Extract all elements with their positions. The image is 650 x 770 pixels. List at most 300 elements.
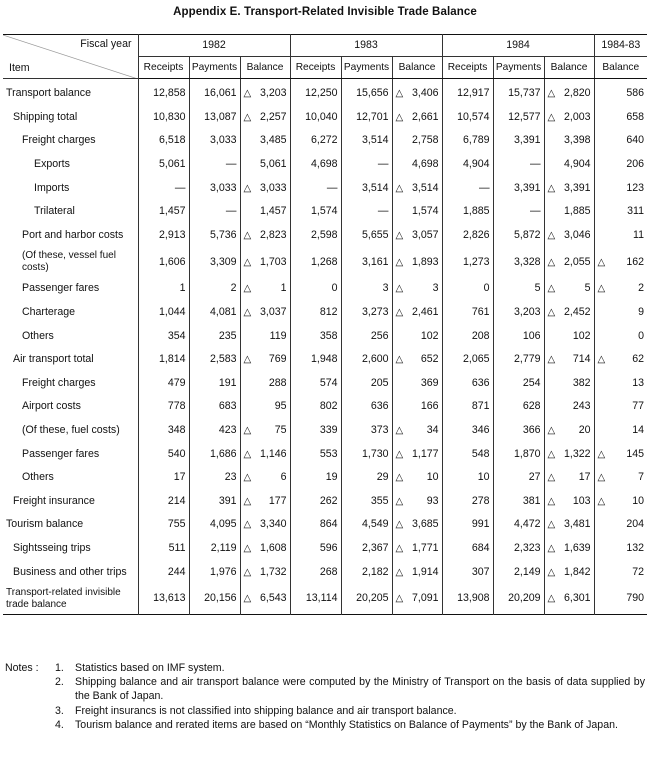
- delta-symbol: △: [395, 88, 404, 100]
- delta-symbol: △: [547, 182, 556, 194]
- value-cell: 102: [392, 324, 442, 348]
- value-number: 62: [632, 353, 645, 366]
- value-cell: 206: [594, 153, 647, 177]
- value-cell: 355: [341, 490, 392, 514]
- value-cell: 812: [290, 301, 341, 325]
- value-cell: 2,119: [189, 537, 240, 561]
- value-cell: 123: [594, 176, 647, 200]
- note-item: [55, 661, 645, 675]
- delta-symbol: △: [243, 593, 252, 605]
- value-number: 769: [268, 353, 287, 366]
- value-cell: 1,870: [493, 442, 544, 466]
- value-cell: [594, 277, 647, 301]
- value-number: 2,661: [412, 110, 439, 123]
- value-cell: 1,457: [240, 200, 290, 224]
- value-cell: 354: [138, 324, 189, 348]
- row-item-label: Shipping total: [13, 110, 78, 123]
- value-number: 652: [420, 353, 439, 366]
- table-row: [3, 176, 647, 200]
- value-cell: [594, 442, 647, 466]
- value-number: 3,057: [412, 228, 439, 241]
- value-cell: 3,391: [493, 129, 544, 153]
- value-number: 1,322: [564, 447, 591, 460]
- value-number: 3,514: [412, 181, 439, 194]
- value-cell: [544, 301, 594, 325]
- row-item-label: Exports: [34, 158, 70, 171]
- delta-symbol: △: [395, 448, 404, 460]
- value-cell: 4,904: [544, 153, 594, 177]
- delta-symbol: △: [547, 88, 556, 100]
- value-cell: [594, 247, 647, 277]
- table-row: [3, 129, 647, 153]
- value-number: 20: [578, 424, 591, 437]
- value-number: 3,481: [564, 518, 591, 531]
- value-number: 5: [584, 282, 591, 295]
- value-cell: 23: [189, 466, 240, 490]
- value-cell: 6,272: [290, 129, 341, 153]
- value-number: 2,820: [564, 87, 591, 100]
- note-number: 3.: [55, 704, 64, 717]
- year-header-change: 1984-83: [594, 35, 647, 57]
- value-cell: 553: [290, 442, 341, 466]
- year-header-1983: 1983: [290, 35, 442, 57]
- value-number: 1,639: [564, 541, 591, 554]
- delta-symbol: △: [395, 542, 404, 554]
- value-cell: 256: [341, 324, 392, 348]
- value-cell: 13: [594, 372, 647, 396]
- value-number: 3,685: [412, 518, 439, 531]
- row-item-label: Others: [22, 471, 54, 484]
- table-row: [3, 560, 647, 584]
- value-cell: 864: [290, 513, 341, 537]
- row-item-label: Freight charges: [22, 376, 96, 389]
- value-cell: [544, 277, 594, 301]
- value-cell: [544, 560, 594, 584]
- row-item-label: Air transport total: [13, 353, 94, 366]
- receipts-header: Receipts: [138, 57, 189, 79]
- value-cell: [240, 176, 290, 200]
- value-cell: [594, 490, 647, 514]
- row-item-label: Passenger fares: [22, 282, 100, 295]
- table-row: [3, 537, 647, 561]
- value-number: 162: [626, 255, 645, 268]
- delta-symbol: △: [597, 448, 606, 460]
- delta-symbol: △: [547, 307, 556, 319]
- table-row: [3, 372, 647, 396]
- value-cell: 5,655: [341, 224, 392, 248]
- delta-symbol: △: [547, 519, 556, 531]
- delta-symbol: △: [597, 472, 606, 484]
- value-cell: 307: [442, 560, 493, 584]
- value-cell: 119: [240, 324, 290, 348]
- delta-symbol: △: [243, 542, 252, 554]
- value-number: 75: [274, 424, 287, 437]
- delta-symbol: △: [243, 229, 252, 241]
- value-cell: [392, 106, 442, 130]
- value-cell: 16,061: [189, 79, 240, 106]
- value-cell: 3,273: [341, 301, 392, 325]
- value-cell: 0: [442, 277, 493, 301]
- value-cell: 548: [442, 442, 493, 466]
- delta-symbol: △: [597, 495, 606, 507]
- value-cell: 10,830: [138, 106, 189, 130]
- delta-symbol: △: [243, 472, 252, 484]
- value-cell: 20,209: [493, 584, 544, 615]
- value-cell: 3,033: [189, 176, 240, 200]
- value-number: 2,452: [564, 306, 591, 319]
- value-number: 1,732: [260, 565, 287, 578]
- table-row: [3, 247, 647, 277]
- year-header-1982: 1982: [138, 35, 290, 57]
- delta-symbol: △: [395, 229, 404, 241]
- table-row: [3, 153, 647, 177]
- delta-symbol: △: [243, 566, 252, 578]
- value-cell: 1,976: [189, 560, 240, 584]
- value-cell: [544, 79, 594, 106]
- value-cell: 11: [594, 224, 647, 248]
- value-cell: 5: [493, 277, 544, 301]
- value-cell: 658: [594, 106, 647, 130]
- value-cell: 235: [189, 324, 240, 348]
- value-cell: 636: [341, 395, 392, 419]
- value-cell: 29: [341, 466, 392, 490]
- value-cell: [544, 419, 594, 443]
- table-row: [3, 79, 647, 106]
- value-cell: 4,081: [189, 301, 240, 325]
- balance-header: Balance: [392, 57, 442, 79]
- value-cell: 6,789: [442, 129, 493, 153]
- value-cell: [392, 442, 442, 466]
- value-cell: 1,885: [544, 200, 594, 224]
- delta-symbol: △: [243, 425, 252, 437]
- value-cell: 5,872: [493, 224, 544, 248]
- value-cell: 12,250: [290, 79, 341, 106]
- value-cell: 19: [290, 466, 341, 490]
- value-number: 6: [280, 471, 287, 484]
- note-item: [55, 718, 645, 732]
- value-cell: 778: [138, 395, 189, 419]
- value-cell: 755: [138, 513, 189, 537]
- value-cell: 1,574: [392, 200, 442, 224]
- delta-symbol: △: [243, 88, 252, 100]
- value-cell: [594, 466, 647, 490]
- value-cell: 288: [240, 372, 290, 396]
- value-cell: 12,917: [442, 79, 493, 106]
- table-row: [3, 419, 647, 443]
- table-row: [3, 324, 647, 348]
- value-cell: 348: [138, 419, 189, 443]
- value-cell: 14: [594, 419, 647, 443]
- value-number: 3,391: [564, 181, 591, 194]
- row-item-label: Port and harbor costs: [22, 228, 124, 241]
- note-number: 2.: [55, 676, 64, 689]
- value-cell: [544, 348, 594, 372]
- value-cell: 0: [594, 324, 647, 348]
- trade-balance-table: [3, 34, 647, 615]
- value-cell: 214: [138, 490, 189, 514]
- value-cell: —: [493, 153, 544, 177]
- value-cell: 2,323: [493, 537, 544, 561]
- value-number: 2: [638, 282, 645, 295]
- delta-symbol: △: [547, 495, 556, 507]
- value-cell: —: [189, 153, 240, 177]
- value-cell: [240, 513, 290, 537]
- value-cell: 3,514: [341, 176, 392, 200]
- value-cell: [240, 490, 290, 514]
- value-cell: 5,061: [240, 153, 290, 177]
- value-cell: [544, 247, 594, 277]
- value-cell: [392, 537, 442, 561]
- row-item-label: Others: [22, 329, 54, 342]
- value-cell: 373: [341, 419, 392, 443]
- value-cell: 204: [594, 513, 647, 537]
- delta-symbol: △: [395, 354, 404, 366]
- delta-symbol: △: [547, 256, 556, 268]
- year-header-1984: 1984: [442, 35, 594, 57]
- delta-symbol: △: [243, 519, 252, 531]
- value-cell: 423: [189, 419, 240, 443]
- value-number: 34: [426, 424, 439, 437]
- note-text: Freight insurancs is not classified into shipping balance and air transport balance.: [75, 704, 457, 717]
- value-cell: [240, 537, 290, 561]
- notes-label: Notes :: [5, 662, 39, 674]
- payments-header: Payments: [341, 57, 392, 79]
- value-cell: 2,598: [290, 224, 341, 248]
- payments-header: Payments: [189, 57, 240, 79]
- value-cell: 761: [442, 301, 493, 325]
- value-number: 7: [638, 471, 645, 484]
- delta-symbol: △: [243, 307, 252, 319]
- value-cell: 15,656: [341, 79, 392, 106]
- delta-symbol: △: [597, 256, 606, 268]
- value-cell: 10: [442, 466, 493, 490]
- notes-list: [55, 661, 645, 732]
- value-cell: [544, 537, 594, 561]
- value-cell: [240, 466, 290, 490]
- value-cell: 3,391: [493, 176, 544, 200]
- row-item-label: Charterage: [22, 306, 75, 319]
- value-number: 177: [268, 494, 287, 507]
- value-cell: 4,904: [442, 153, 493, 177]
- value-cell: 1,268: [290, 247, 341, 277]
- delta-symbol: △: [395, 425, 404, 437]
- value-cell: 311: [594, 200, 647, 224]
- value-cell: 95: [240, 395, 290, 419]
- value-number: 17: [578, 471, 591, 484]
- value-cell: 628: [493, 395, 544, 419]
- value-cell: 2,779: [493, 348, 544, 372]
- value-cell: 479: [138, 372, 189, 396]
- value-cell: 586: [594, 79, 647, 106]
- row-item-label: Airport costs: [22, 400, 81, 413]
- header-corner: [3, 35, 138, 79]
- value-number: 103: [572, 494, 591, 507]
- value-cell: 10,574: [442, 106, 493, 130]
- value-cell: [240, 277, 290, 301]
- value-cell: [544, 466, 594, 490]
- value-cell: [392, 466, 442, 490]
- value-cell: 2: [189, 277, 240, 301]
- value-number: 145: [626, 447, 645, 460]
- value-cell: 2,826: [442, 224, 493, 248]
- value-cell: [240, 301, 290, 325]
- table-row: [3, 348, 647, 372]
- value-number: 3,037: [260, 306, 287, 319]
- value-cell: 3,309: [189, 247, 240, 277]
- delta-symbol: △: [243, 256, 252, 268]
- value-cell: 4,698: [290, 153, 341, 177]
- value-cell: 2,583: [189, 348, 240, 372]
- delta-symbol: △: [395, 307, 404, 319]
- value-number: 1,608: [260, 541, 287, 554]
- value-number: 2,257: [260, 110, 287, 123]
- value-cell: 1,457: [138, 200, 189, 224]
- delta-symbol: △: [243, 111, 252, 123]
- value-number: 2,055: [564, 255, 591, 268]
- value-cell: [392, 419, 442, 443]
- balance-header: Balance: [240, 57, 290, 79]
- value-number: 1,177: [412, 447, 439, 460]
- value-cell: 3: [341, 277, 392, 301]
- value-number: 6,301: [564, 592, 591, 605]
- value-number: 10: [426, 471, 439, 484]
- receipts-header: Receipts: [290, 57, 341, 79]
- row-item-label: Sightsseing trips: [13, 541, 91, 554]
- table-row: [3, 200, 647, 224]
- table-row: [3, 513, 647, 537]
- delta-symbol: △: [395, 472, 404, 484]
- table-row: [3, 301, 647, 325]
- value-cell: 13,613: [138, 584, 189, 615]
- value-cell: 166: [392, 395, 442, 419]
- row-item-label: Imports: [34, 181, 70, 194]
- value-cell: [392, 247, 442, 277]
- value-cell: 191: [189, 372, 240, 396]
- note-number: 1.: [55, 662, 64, 674]
- value-cell: 12,577: [493, 106, 544, 130]
- value-cell: 574: [290, 372, 341, 396]
- value-cell: 4,095: [189, 513, 240, 537]
- value-cell: [392, 348, 442, 372]
- value-cell: 4,472: [493, 513, 544, 537]
- delta-symbol: △: [547, 229, 556, 241]
- payments-header: Payments: [493, 57, 544, 79]
- delta-symbol: △: [395, 111, 404, 123]
- value-cell: 1,606: [138, 247, 189, 277]
- value-cell: [392, 301, 442, 325]
- table-row: [3, 490, 647, 514]
- value-cell: 13,087: [189, 106, 240, 130]
- value-cell: [392, 584, 442, 615]
- value-cell: 802: [290, 395, 341, 419]
- value-cell: [544, 490, 594, 514]
- value-cell: —: [189, 200, 240, 224]
- row-item-label: Business and other trips: [13, 565, 127, 578]
- note-item: [55, 704, 645, 718]
- value-cell: 2,913: [138, 224, 189, 248]
- table-row: [3, 466, 647, 490]
- value-cell: 268: [290, 560, 341, 584]
- value-cell: —: [138, 176, 189, 200]
- value-cell: 1,686: [189, 442, 240, 466]
- value-cell: 991: [442, 513, 493, 537]
- value-cell: 0: [290, 277, 341, 301]
- delta-symbol: △: [395, 519, 404, 531]
- value-cell: [392, 224, 442, 248]
- value-cell: 27: [493, 466, 544, 490]
- value-cell: 20,156: [189, 584, 240, 615]
- value-cell: 636: [442, 372, 493, 396]
- delta-symbol: △: [395, 566, 404, 578]
- note-item: [55, 675, 645, 703]
- value-cell: 5,061: [138, 153, 189, 177]
- value-cell: 4,698: [392, 153, 442, 177]
- value-cell: [544, 442, 594, 466]
- value-cell: 511: [138, 537, 189, 561]
- value-cell: 391: [189, 490, 240, 514]
- value-cell: 3,514: [341, 129, 392, 153]
- value-cell: 3,485: [240, 129, 290, 153]
- value-cell: 12,858: [138, 79, 189, 106]
- value-cell: 1,044: [138, 301, 189, 325]
- value-cell: [544, 584, 594, 615]
- row-item-label: (Of these, vessel fuel costs): [22, 250, 116, 274]
- delta-symbol: △: [547, 593, 556, 605]
- value-number: 2,461: [412, 306, 439, 319]
- value-cell: [240, 79, 290, 106]
- value-cell: 254: [493, 372, 544, 396]
- value-cell: 871: [442, 395, 493, 419]
- table-row: [3, 106, 647, 130]
- value-cell: 3,161: [341, 247, 392, 277]
- balance-header: Balance: [544, 57, 594, 79]
- value-cell: [240, 419, 290, 443]
- value-cell: 278: [442, 490, 493, 514]
- value-number: 3: [432, 282, 439, 295]
- delta-symbol: △: [547, 472, 556, 484]
- delta-symbol: △: [243, 495, 252, 507]
- change-balance-header: Balance: [594, 57, 647, 79]
- value-cell: 17: [138, 466, 189, 490]
- delta-symbol: △: [597, 283, 606, 295]
- value-cell: —: [493, 200, 544, 224]
- value-cell: 2,149: [493, 560, 544, 584]
- delta-symbol: △: [547, 566, 556, 578]
- value-number: 3,406: [412, 87, 439, 100]
- delta-symbol: △: [547, 542, 556, 554]
- delta-symbol: △: [547, 448, 556, 460]
- value-cell: 205: [341, 372, 392, 396]
- value-cell: 596: [290, 537, 341, 561]
- value-cell: 381: [493, 490, 544, 514]
- value-cell: 9: [594, 301, 647, 325]
- value-number: 3,033: [260, 181, 287, 194]
- value-cell: 243: [544, 395, 594, 419]
- value-number: 2,823: [260, 228, 287, 241]
- value-cell: 3,398: [544, 129, 594, 153]
- table-row: [3, 395, 647, 419]
- fiscal-year-label: Fiscal year: [80, 38, 132, 50]
- delta-symbol: △: [243, 354, 252, 366]
- value-cell: [240, 348, 290, 372]
- value-cell: 369: [392, 372, 442, 396]
- value-cell: 132: [594, 537, 647, 561]
- value-cell: —: [290, 176, 341, 200]
- delta-symbol: △: [547, 354, 556, 366]
- row-item-label: (Of these, fuel costs): [22, 424, 120, 437]
- table-row: [3, 442, 647, 466]
- value-number: 1,842: [564, 565, 591, 578]
